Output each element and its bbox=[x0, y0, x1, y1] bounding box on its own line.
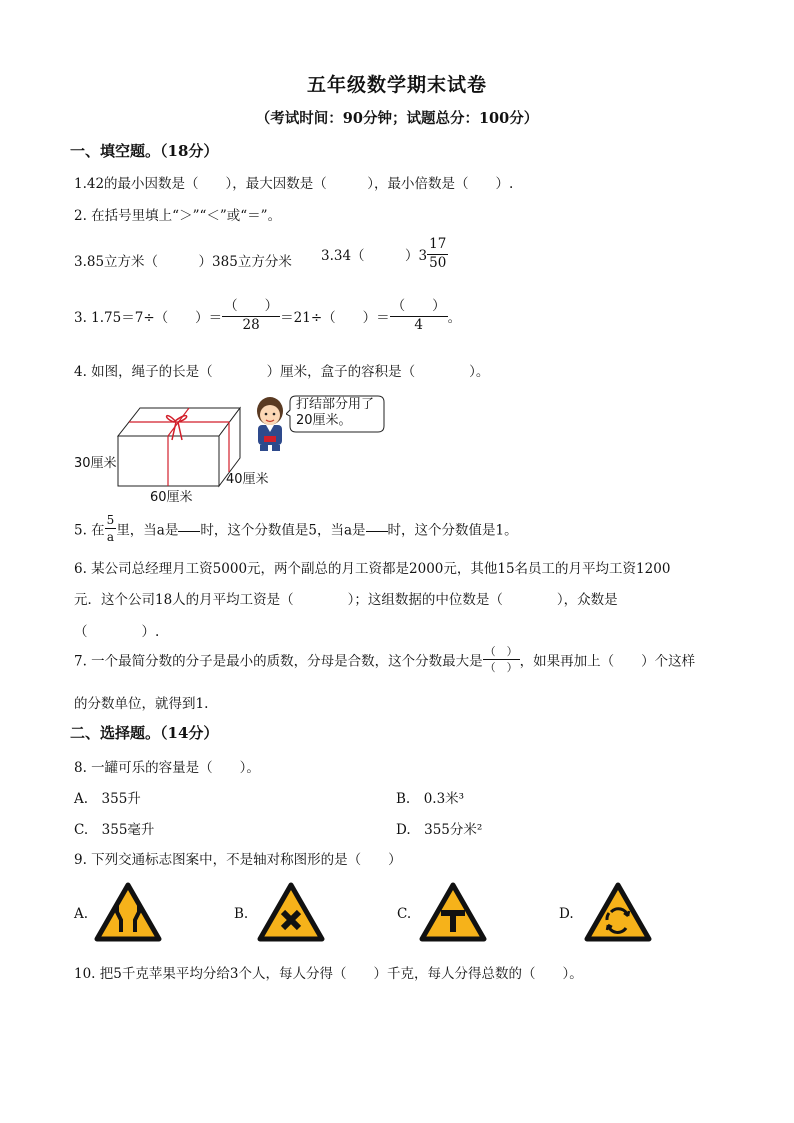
speech-line-1: 打结部分用了 bbox=[296, 397, 375, 412]
question-7-fraction bbox=[483, 646, 520, 673]
t-junction-sign-icon[interactable] bbox=[419, 882, 487, 942]
question-3-end: 。 bbox=[447, 310, 462, 326]
option-8d[interactable]: D. 355分米² bbox=[396, 822, 483, 838]
fraction-numerator: （ ） bbox=[222, 300, 280, 317]
question-5-text-d: 时，这个分数值是1。 bbox=[387, 522, 518, 539]
fraction-denominator: 28 bbox=[242, 316, 260, 333]
option-9d-label[interactable]: D. bbox=[559, 906, 574, 922]
question-5-text-a: 5. 在 bbox=[74, 522, 105, 539]
question-4: 4. 如图，绳子的长是（ ）厘米，盒子的容积是（ ）。 bbox=[74, 364, 490, 380]
fraction-numerator: 17 bbox=[427, 238, 448, 255]
question-7-line-2: 的分数单位，就得到1. bbox=[74, 696, 209, 712]
option-9c-label[interactable]: C. bbox=[397, 906, 412, 922]
question-3-text-b: ＝21÷（ ）＝ bbox=[280, 310, 390, 326]
box-length-label: 60厘米 bbox=[150, 490, 193, 505]
option-9b-label[interactable]: B. bbox=[234, 906, 249, 922]
question-1: 1.42的最小因数是（ ），最大因数是（ ），最小倍数是（ ）. bbox=[74, 176, 514, 192]
question-8: 8. 一罐可乐的容量是（ ）。 bbox=[74, 760, 260, 776]
fraction-numerator: （ ） bbox=[390, 300, 448, 317]
fraction-17-50 bbox=[427, 238, 448, 270]
option-8a[interactable]: A. 355升 bbox=[74, 791, 141, 807]
question-2b bbox=[321, 238, 448, 270]
question-5 bbox=[74, 514, 518, 543]
section-choice: 二、选择题。（14分） bbox=[70, 724, 219, 742]
question-3-fraction-2 bbox=[390, 300, 448, 332]
box-height-label: 30厘米 bbox=[74, 456, 117, 471]
answer-blank-2[interactable] bbox=[366, 519, 388, 532]
section-fill-in: 一、填空题。（18分） bbox=[70, 142, 219, 160]
question-6-line-2: 元．这个公司18人的月平均工资是（ ）；这组数据的中位数是（ ），众数是 bbox=[74, 592, 618, 608]
question-3-fraction-1 bbox=[222, 300, 280, 332]
box-width-label: 40厘米 bbox=[226, 472, 269, 487]
roundabout-sign-icon[interactable] bbox=[584, 882, 652, 942]
speech-bubble-text bbox=[296, 397, 374, 429]
crossroads-sign-icon[interactable] bbox=[257, 882, 325, 942]
question-2b-text: 3.34（ ）3 bbox=[321, 248, 428, 264]
fraction-denominator: a bbox=[106, 530, 115, 544]
question-6-line-3: （ ）. bbox=[74, 624, 160, 640]
question-3-text-a: 3. 1.75＝7÷（ ）＝ bbox=[74, 310, 223, 326]
fraction-numerator: 5 bbox=[106, 513, 115, 527]
question-10: 10. 把5千克苹果平均分给3个人，每人分得（ ）千克，每人分得总数的（ ）。 bbox=[74, 966, 583, 982]
option-9a-label[interactable]: A. bbox=[74, 906, 89, 922]
question-7 bbox=[74, 646, 695, 673]
question-9: 9. 下列交通标志图案中，不是轴对称图形的是（ ） bbox=[74, 852, 402, 868]
question-5-text-b: 里，当a是 bbox=[116, 522, 179, 539]
fraction-denominator: （ ） bbox=[484, 661, 518, 674]
question-6-line-1: 6. 某公司总经理月工资5000元，两个副总的月工资都是2000元，其他15名员工的月平均工资1200 bbox=[74, 561, 671, 577]
option-8c[interactable]: C. 355毫升 bbox=[74, 822, 155, 838]
question-5-text-c: 时，这个分数值是5，当a是 bbox=[200, 522, 366, 539]
answer-blank-1[interactable] bbox=[178, 519, 200, 532]
fraction-5-a bbox=[105, 514, 117, 543]
option-8b[interactable]: B. 0.3米³ bbox=[396, 791, 465, 807]
question-7-text-a: 7. 一个最简分数的分子是最小的质数，分母是合数，这个分数最大是 bbox=[74, 653, 483, 670]
speech-line-2: 20厘米。 bbox=[296, 413, 352, 428]
fraction-numerator: （ ） bbox=[484, 645, 518, 658]
question-2: 2. 在括号里填上“＞”“＜”或“＝”。 bbox=[74, 208, 282, 224]
question-7-text-b: ，如果再加上（ ）个这样 bbox=[519, 653, 696, 670]
exam-info: （考试时间：90分钟；试题总分：100分） bbox=[255, 110, 539, 127]
question-2a: 3.85立方米（ ）385立方分米 bbox=[74, 254, 292, 270]
page-title: 五年级数学期末试卷 bbox=[306, 74, 487, 96]
fraction-denominator: 50 bbox=[429, 254, 447, 271]
question-3 bbox=[74, 300, 461, 332]
fraction-denominator: 4 bbox=[414, 316, 423, 333]
narrow-road-sign-icon[interactable] bbox=[94, 882, 162, 942]
